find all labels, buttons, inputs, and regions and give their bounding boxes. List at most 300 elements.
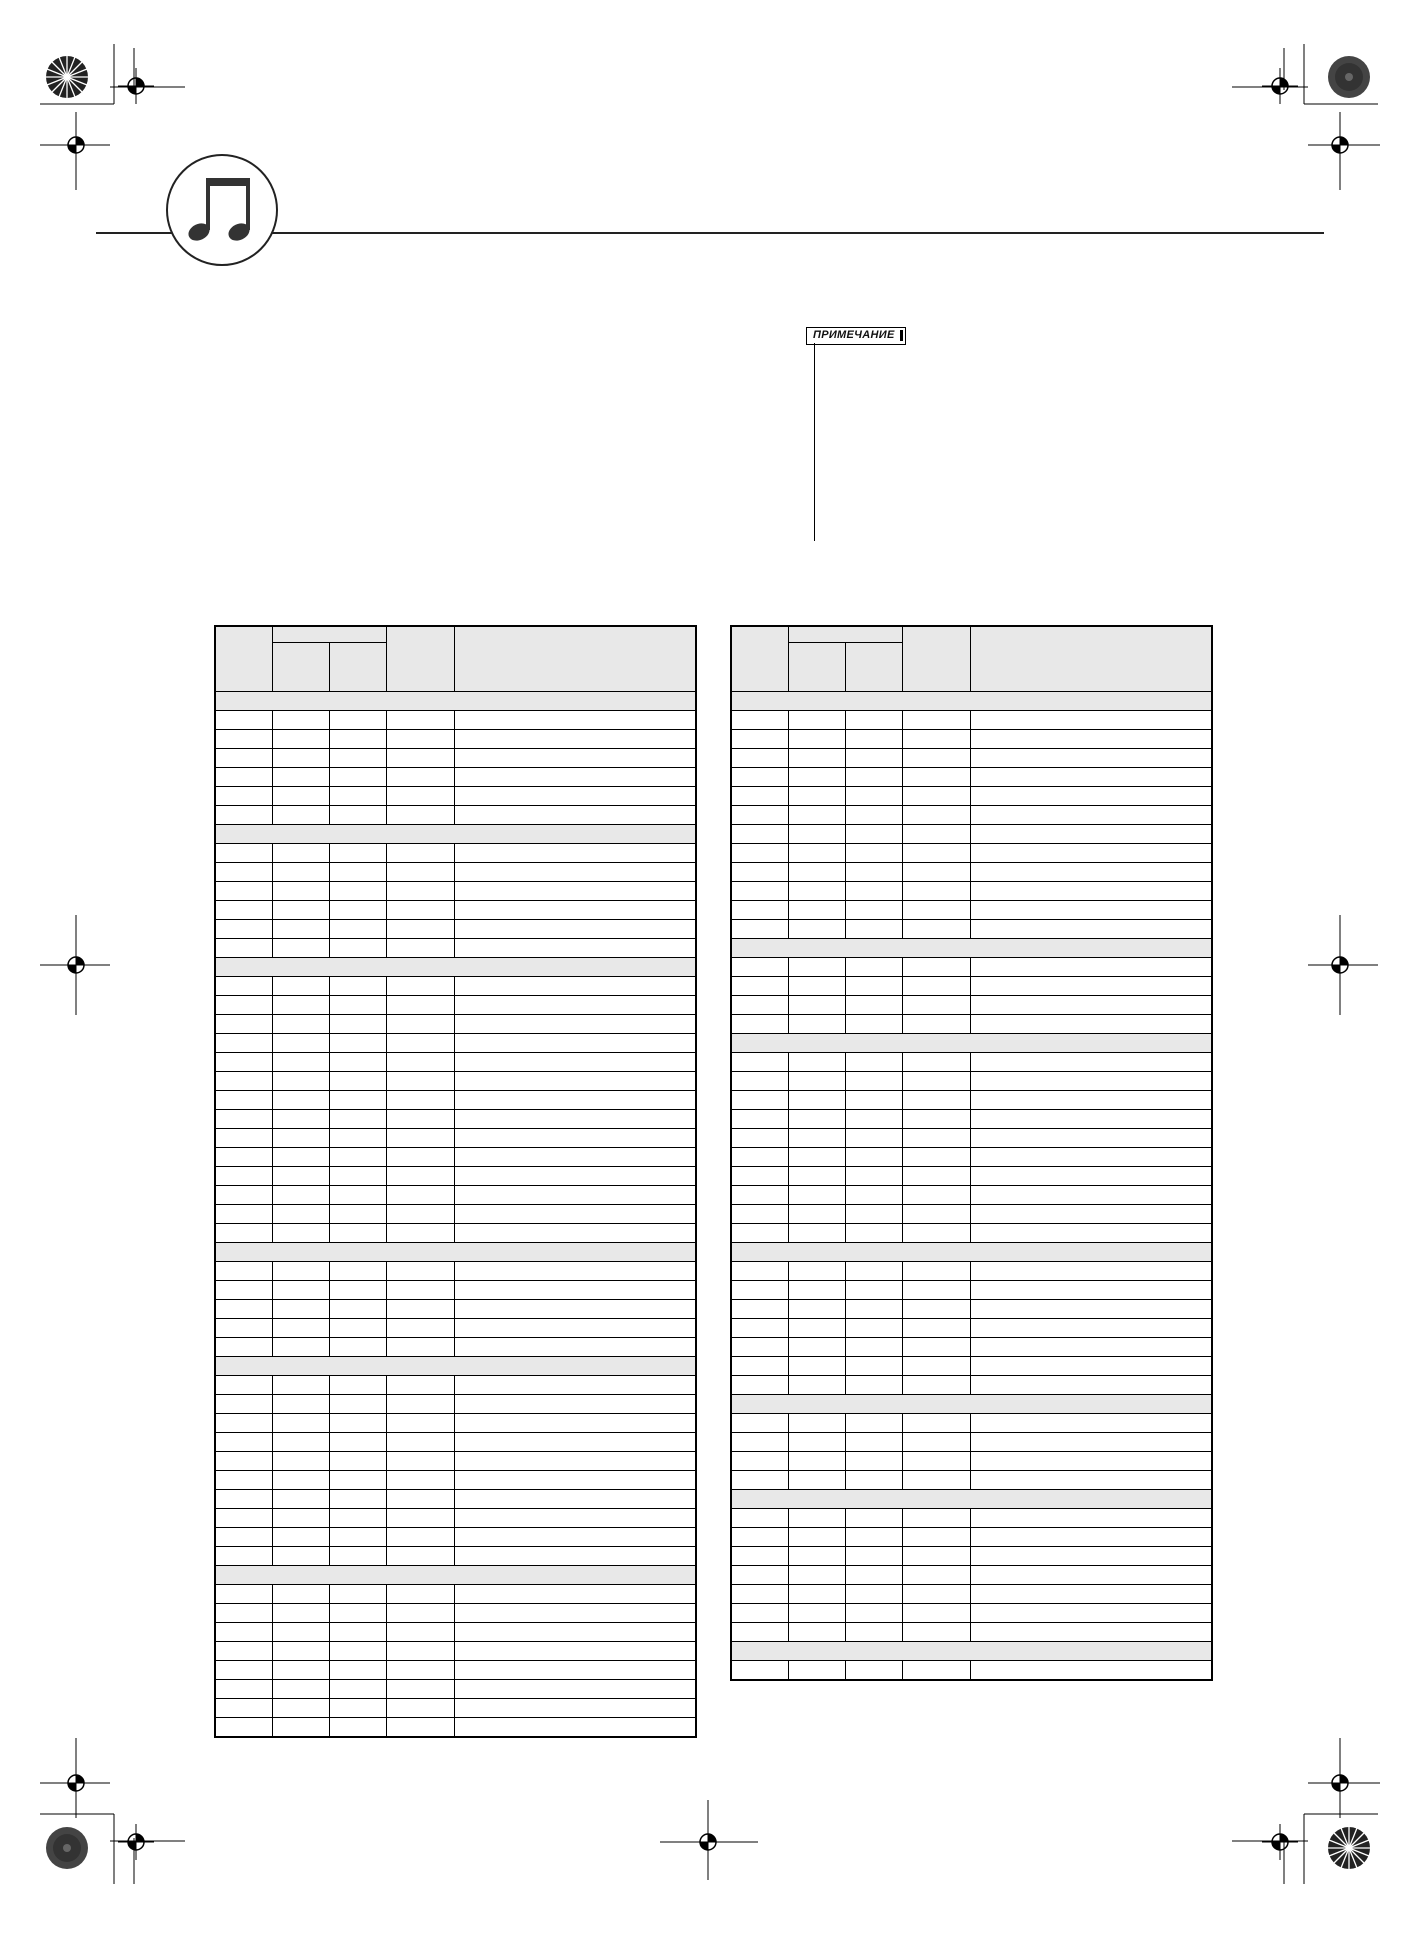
table-cell [971, 1205, 1212, 1224]
category-row [216, 1357, 696, 1376]
table-cell [455, 1414, 696, 1433]
table-cell [846, 901, 903, 920]
table-row [216, 1110, 696, 1129]
table-cell [455, 1053, 696, 1072]
table-cell [903, 1547, 971, 1566]
table-cell [903, 749, 971, 768]
table-cell [846, 1224, 903, 1243]
table-cell [330, 1034, 387, 1053]
header-cell [903, 627, 971, 692]
beamed-eighth-notes-icon [186, 172, 258, 248]
table-cell [273, 1718, 330, 1737]
table-row [216, 1053, 696, 1072]
table-cell [732, 1053, 789, 1072]
table-cell [971, 1072, 1212, 1091]
table-cell [216, 1376, 273, 1395]
table-cell [455, 806, 696, 825]
table-row [732, 1414, 1212, 1433]
table-header-row [216, 627, 696, 643]
category-row [732, 692, 1212, 711]
table-row [216, 920, 696, 939]
table-cell [732, 1471, 789, 1490]
table-cell [387, 711, 455, 730]
header-rule [96, 232, 1324, 234]
table-cell [387, 1319, 455, 1338]
table-cell [455, 1642, 696, 1661]
table-cell [846, 1015, 903, 1034]
table-cell [971, 1224, 1212, 1243]
table-cell [455, 1129, 696, 1148]
table-row [732, 844, 1212, 863]
table-row [732, 768, 1212, 787]
table-cell [330, 1053, 387, 1072]
table-cell [846, 1091, 903, 1110]
table-cell [903, 920, 971, 939]
table-cell [732, 1224, 789, 1243]
table-row [216, 730, 696, 749]
table-cell [387, 1509, 455, 1528]
table-row [732, 920, 1212, 939]
table-cell [273, 1433, 330, 1452]
table-cell [732, 711, 789, 730]
table-cell [732, 749, 789, 768]
table-cell [971, 958, 1212, 977]
table-grid [215, 626, 696, 1737]
table-cell [273, 1091, 330, 1110]
table-row [732, 1015, 1212, 1034]
category-row [732, 1034, 1212, 1053]
table-cell [789, 977, 846, 996]
table-row [732, 1452, 1212, 1471]
table-row [216, 1376, 696, 1395]
table-cell [273, 1338, 330, 1357]
table-row [732, 1357, 1212, 1376]
table-cell [846, 1300, 903, 1319]
table-cell [216, 1091, 273, 1110]
table-cell [971, 1414, 1212, 1433]
table-row [216, 1186, 696, 1205]
table-cell [789, 825, 846, 844]
table-cell [216, 1718, 273, 1737]
category-cell [732, 1490, 1212, 1509]
table-cell [387, 920, 455, 939]
table-cell [789, 749, 846, 768]
table-cell [387, 1680, 455, 1699]
table-cell [216, 1471, 273, 1490]
table-cell [273, 768, 330, 787]
table-cell [216, 1433, 273, 1452]
table-cell [846, 1661, 903, 1680]
table-cell [330, 749, 387, 768]
table-cell [273, 1547, 330, 1566]
table-row [732, 825, 1212, 844]
header-subcell [846, 643, 903, 692]
table-cell [455, 1471, 696, 1490]
table-cell [732, 1015, 789, 1034]
table-cell [971, 1528, 1212, 1547]
table-cell [455, 749, 696, 768]
table-cell [732, 1262, 789, 1281]
table-cell [387, 787, 455, 806]
table-cell [330, 1300, 387, 1319]
table-cell [273, 1680, 330, 1699]
table-cell [216, 749, 273, 768]
table-cell [789, 1091, 846, 1110]
table-row [216, 1604, 696, 1623]
table-cell [387, 1110, 455, 1129]
table-cell [330, 730, 387, 749]
table-cell [387, 1623, 455, 1642]
table-cell [216, 1509, 273, 1528]
table-cell [330, 1319, 387, 1338]
table-cell [455, 996, 696, 1015]
table-cell [273, 1110, 330, 1129]
table-cell [903, 1015, 971, 1034]
table-cell [971, 1091, 1212, 1110]
table-cell [330, 1281, 387, 1300]
table-cell [903, 1623, 971, 1642]
table-cell [387, 1091, 455, 1110]
table-cell [846, 787, 903, 806]
table-cell [273, 787, 330, 806]
table-cell [846, 768, 903, 787]
table-cell [216, 787, 273, 806]
table-cell [273, 806, 330, 825]
table-cell [903, 1091, 971, 1110]
header-subcell [330, 643, 387, 692]
table-cell [971, 1566, 1212, 1585]
table-row [216, 1623, 696, 1642]
table-cell [732, 920, 789, 939]
table-cell [732, 844, 789, 863]
table-cell [971, 1604, 1212, 1623]
category-cell [732, 1642, 1212, 1661]
table-cell [273, 730, 330, 749]
table-cell [273, 1623, 330, 1642]
table-cell [330, 1110, 387, 1129]
table-cell [971, 1015, 1212, 1034]
table-cell [903, 901, 971, 920]
table-cell [846, 1604, 903, 1623]
table-cell [455, 1528, 696, 1547]
table-cell [455, 1699, 696, 1718]
table-cell [330, 768, 387, 787]
table-cell [846, 1338, 903, 1357]
category-row [732, 939, 1212, 958]
table-cell [273, 1281, 330, 1300]
table-cell [732, 882, 789, 901]
table-row [216, 1319, 696, 1338]
table-cell [732, 825, 789, 844]
table-cell [387, 1186, 455, 1205]
table-cell [846, 1281, 903, 1300]
table-cell [387, 863, 455, 882]
table-row [216, 749, 696, 768]
table-cell [789, 806, 846, 825]
table-cell [789, 1566, 846, 1585]
table-cell [846, 1452, 903, 1471]
header-cell [216, 627, 273, 692]
table-cell [330, 1129, 387, 1148]
table-cell [789, 1547, 846, 1566]
table-row [732, 1053, 1212, 1072]
table-cell [971, 1471, 1212, 1490]
table-row [732, 1129, 1212, 1148]
table-cell [789, 1186, 846, 1205]
table-cell [903, 1281, 971, 1300]
table-cell [846, 1547, 903, 1566]
table-cell [846, 1509, 903, 1528]
table-cell [846, 1623, 903, 1642]
category-row [216, 1243, 696, 1262]
table-cell [455, 939, 696, 958]
table-cell [387, 1262, 455, 1281]
table-cell [732, 1072, 789, 1091]
table-cell [789, 1357, 846, 1376]
table-cell [903, 1585, 971, 1604]
table-cell [846, 711, 903, 730]
table-cell [273, 1471, 330, 1490]
table-row [216, 1262, 696, 1281]
table-cell [846, 1167, 903, 1186]
table-row [732, 977, 1212, 996]
table-cell [273, 1604, 330, 1623]
table-cell [903, 1433, 971, 1452]
table-cell [330, 1452, 387, 1471]
table-row [216, 1148, 696, 1167]
table-cell [455, 882, 696, 901]
table-cell [455, 1661, 696, 1680]
table-cell [846, 920, 903, 939]
table-cell [273, 1129, 330, 1148]
table-row [216, 1642, 696, 1661]
table-cell [971, 1357, 1212, 1376]
table-cell [273, 920, 330, 939]
table-row [732, 1262, 1212, 1281]
table-row [216, 1680, 696, 1699]
table-row [216, 1490, 696, 1509]
table-cell [387, 996, 455, 1015]
table-cell [732, 787, 789, 806]
table-cell [455, 920, 696, 939]
table-cell [273, 1186, 330, 1205]
table-cell [273, 996, 330, 1015]
table-cell [455, 863, 696, 882]
table-row [732, 958, 1212, 977]
table-cell [273, 1699, 330, 1718]
table-cell [273, 1034, 330, 1053]
table-cell [216, 1300, 273, 1319]
table-cell [971, 825, 1212, 844]
table-cell [789, 1015, 846, 1034]
table-row [732, 1433, 1212, 1452]
table-row [216, 1528, 696, 1547]
table-cell [330, 1262, 387, 1281]
table-row [732, 901, 1212, 920]
header-cell-group [789, 627, 903, 643]
table-cell [846, 1585, 903, 1604]
table-cell [903, 958, 971, 977]
table-cell [273, 1300, 330, 1319]
table-cell [216, 1053, 273, 1072]
table-cell [387, 1414, 455, 1433]
table-cell [971, 768, 1212, 787]
table-cell [216, 1015, 273, 1034]
table-cell [330, 1414, 387, 1433]
table-cell [455, 730, 696, 749]
table-cell [387, 1433, 455, 1452]
table-cell [216, 1661, 273, 1680]
table-cell [971, 1376, 1212, 1395]
table-cell [387, 1148, 455, 1167]
table-cell [387, 1167, 455, 1186]
table-grid [731, 626, 1212, 1680]
header-cell-group [273, 627, 387, 643]
header-cell [455, 627, 696, 692]
table-row [732, 1528, 1212, 1547]
table-cell [387, 882, 455, 901]
table-cell [732, 1357, 789, 1376]
table-cell [330, 1509, 387, 1528]
table-cell [216, 1186, 273, 1205]
table-cell [971, 882, 1212, 901]
table-row [216, 882, 696, 901]
table-cell [789, 1661, 846, 1680]
table-cell [387, 1547, 455, 1566]
table-cell [216, 920, 273, 939]
category-cell [216, 1243, 696, 1262]
category-cell [732, 1243, 1212, 1262]
table-cell [330, 1376, 387, 1395]
header-subcell [273, 643, 330, 692]
table-cell [903, 996, 971, 1015]
table-row [216, 1224, 696, 1243]
table-cell [216, 1205, 273, 1224]
table-cell [455, 1718, 696, 1737]
table-cell [330, 1091, 387, 1110]
table-cell [903, 1414, 971, 1433]
table-cell [455, 1585, 696, 1604]
table-cell [330, 1585, 387, 1604]
table-cell [732, 1433, 789, 1452]
table-cell [732, 863, 789, 882]
table-cell [732, 1167, 789, 1186]
category-row [732, 1395, 1212, 1414]
table-cell [732, 1205, 789, 1224]
table-cell [387, 1528, 455, 1547]
table-cell [455, 1205, 696, 1224]
table-cell [789, 711, 846, 730]
table-row [216, 844, 696, 863]
table-cell [330, 711, 387, 730]
table-cell [216, 1110, 273, 1129]
table-row [732, 730, 1212, 749]
table-cell [330, 882, 387, 901]
table-row [216, 806, 696, 825]
table-cell [216, 1642, 273, 1661]
table-cell [846, 882, 903, 901]
table-row [216, 1433, 696, 1452]
table-cell [330, 1490, 387, 1509]
table-cell [846, 1471, 903, 1490]
table-cell [732, 1281, 789, 1300]
table-cell [789, 1129, 846, 1148]
table-cell [789, 1224, 846, 1243]
table-cell [330, 806, 387, 825]
table-cell [455, 1490, 696, 1509]
table-cell [971, 1148, 1212, 1167]
table-row [216, 1129, 696, 1148]
table-cell [273, 1490, 330, 1509]
table-cell [971, 996, 1212, 1015]
table-cell [273, 1167, 330, 1186]
category-cell [216, 825, 696, 844]
table-cell [273, 1148, 330, 1167]
note-rule [814, 343, 815, 541]
table-cell [330, 939, 387, 958]
table-cell [732, 1148, 789, 1167]
table-cell [846, 977, 903, 996]
table-cell [216, 1680, 273, 1699]
table-cell [330, 1186, 387, 1205]
table-cell [387, 1718, 455, 1737]
table-cell [732, 768, 789, 787]
table-row [216, 1281, 696, 1300]
table-cell [903, 1528, 971, 1547]
table-cell [971, 1300, 1212, 1319]
table-cell [455, 1338, 696, 1357]
table-row [732, 1566, 1212, 1585]
table-header-row [732, 627, 1212, 643]
category-cell [732, 692, 1212, 711]
table-cell [216, 1148, 273, 1167]
table-cell [971, 1281, 1212, 1300]
table-cell [732, 1414, 789, 1433]
table-cell [732, 1376, 789, 1395]
table-cell [971, 1585, 1212, 1604]
table-cell [216, 1452, 273, 1471]
table-cell [216, 1319, 273, 1338]
table-cell [971, 1338, 1212, 1357]
table-cell [971, 1110, 1212, 1129]
table-cell [387, 1034, 455, 1053]
table-cell [216, 1129, 273, 1148]
table-cell [387, 1395, 455, 1414]
table-cell [971, 806, 1212, 825]
table-row [216, 1547, 696, 1566]
table-row [216, 1414, 696, 1433]
table-cell [903, 977, 971, 996]
table-cell [330, 901, 387, 920]
header-cell [971, 627, 1212, 692]
table-cell [387, 1699, 455, 1718]
table-cell [903, 1110, 971, 1129]
voice-list-table-left [214, 625, 697, 1738]
table-cell [273, 1053, 330, 1072]
table-cell [387, 1053, 455, 1072]
table-cell [387, 1300, 455, 1319]
table-row [732, 1300, 1212, 1319]
table-cell [789, 1110, 846, 1129]
table-cell [903, 711, 971, 730]
category-cell [732, 1395, 1212, 1414]
table-cell [216, 1395, 273, 1414]
table-row [216, 1338, 696, 1357]
table-cell [273, 1528, 330, 1547]
table-cell [387, 1015, 455, 1034]
table-cell [455, 1072, 696, 1091]
table-cell [330, 1661, 387, 1680]
